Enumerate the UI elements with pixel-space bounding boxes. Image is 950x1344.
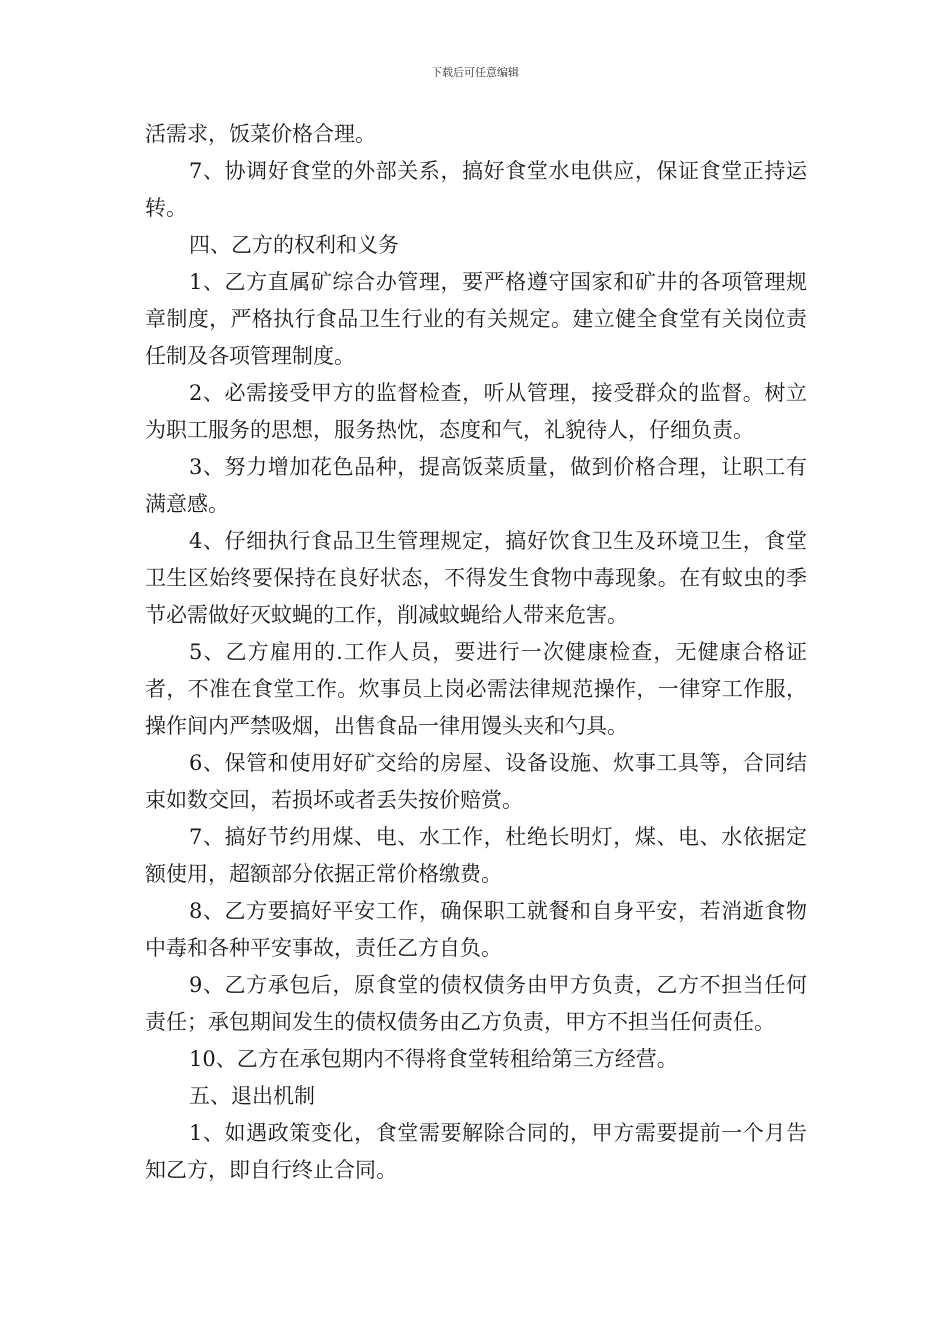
- document-body: [145, 116, 807, 1189]
- paragraph: 8、乙方要搞好平安工作，确保职工就餐和自身平安，若消逝食物中毒和各种平安事故，责任乙方自负。: [145, 899, 807, 960]
- section-heading: 四、乙方的权利和义务: [189, 233, 399, 257]
- paragraph: 7、搞好节约用煤、电、水工作，杜绝长明灯，煤、电、水依据定额使用，超额部分依据正常价格缴费。: [145, 825, 807, 886]
- paragraph: 4、仔细执行食品卫生管理规定，搞好饮食卫生及环境卫生，食堂卫生区始终要保持在良好状态，不得发生食物中毒现象。在有蚊虫的季节必需做好灭蚊蝇的工作，削减蚊蝇给人带来危害。: [145, 529, 807, 627]
- paragraph: 1、乙方直属矿综合办管理，要严格遵守国家和矿井的各项管理规章制度，严格执行食品卫生行业的有关规定。建立健全食堂有关岗位责任制及各项管理制度。: [145, 270, 807, 368]
- section-heading: 五、退出机制: [189, 1084, 315, 1108]
- paragraph: 3、努力增加花色品种，提高饭菜质量，做到价格合理，让职工有满意感。: [145, 455, 807, 516]
- paragraph: 9、乙方承包后，原食堂的债权债务由甲方负责，乙方不担当任何责任；承包期间发生的债权债务由乙方负责，甲方不担当任何责任。: [145, 973, 807, 1034]
- paragraph: 10、乙方在承包期内不得将食堂转租给第三方经营。: [189, 1047, 678, 1071]
- paragraph: 7、协调好食堂的外部关系，搞好食堂水电供应，保证食堂正持运转。: [145, 159, 807, 220]
- page-header: 下载后可任意编辑: [431, 66, 519, 79]
- paragraph: 1、如遇政策变化，食堂需要解除合同的，甲方需要提前一个月告知乙方，即自行终止合同。: [145, 1121, 807, 1182]
- paragraph: 5、乙方雇用的.工作人员，要进行一次健康检查，无健康合格证者，不准在食堂工作。炊事员上岗必需法律规范操作，一律穿工作服，操作间内严禁吸烟，出售食品一律用馒头夹和勺具。: [145, 640, 807, 738]
- paragraph: 活需求，饭菜价格合理。: [145, 122, 376, 146]
- paragraph: 6、保管和使用好矿交给的房屋、设备设施、炊事工具等，合同结束如数交回，若损坏或者丢失按价赔赏。: [145, 751, 807, 812]
- paragraph: 2、必需接受甲方的监督检查，听从管理，接受群众的监督。树立为职工服务的思想，服务热忱，态度和气，礼貌待人，仔细负责。: [145, 381, 807, 442]
